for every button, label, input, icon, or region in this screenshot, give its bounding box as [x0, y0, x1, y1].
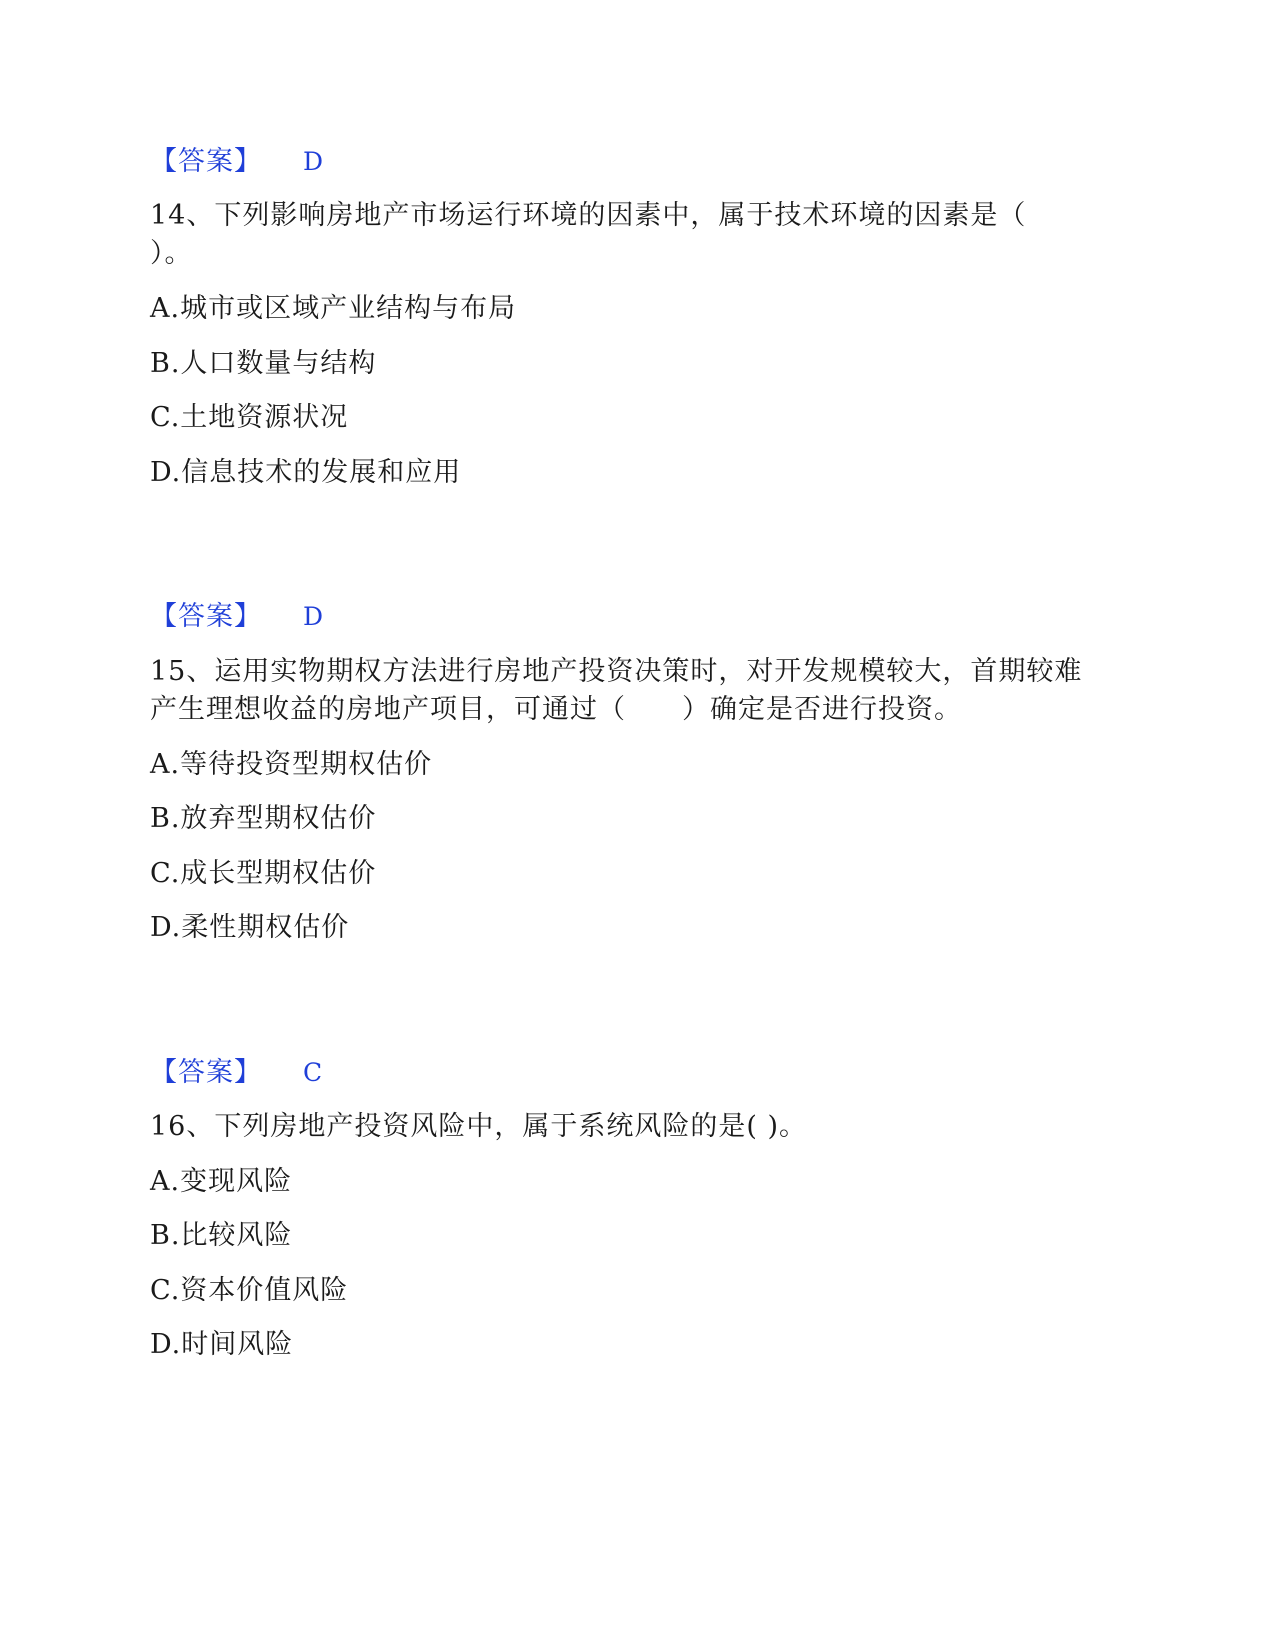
question-text: 产生理想收益的房地产项目，可通过（ ）确定是否进行投资。	[150, 694, 962, 725]
option-b: B.比较风险	[150, 1220, 293, 1251]
answer-label: 【答案】	[150, 1057, 262, 1088]
option-c: C.资本价值风险	[150, 1275, 349, 1306]
question-text: 15、运用实物期权方法进行房地产投资决策时，对开发规模较大，首期较难	[150, 656, 1083, 687]
question-text: ）。	[150, 238, 193, 269]
answer-row	[150, 601, 450, 633]
question-text: 14、下列影响房地产市场运行环境的因素中，属于技术环境的因素是（	[150, 200, 1027, 231]
answer-value: D	[303, 147, 325, 176]
answer-row	[150, 1057, 450, 1089]
answer-label: 【答案】	[150, 146, 262, 177]
option-d: D.信息技术的发展和应用	[150, 457, 462, 488]
option-c: C.成长型期权估价	[150, 858, 377, 889]
option-b: B.放弃型期权估价	[150, 803, 377, 834]
option-d: D.时间风险	[150, 1329, 294, 1360]
answer-value: C	[303, 1058, 324, 1087]
option-a: A.变现风险	[150, 1166, 293, 1197]
option-c: C.土地资源状况	[150, 402, 349, 433]
option-b: B.人口数量与结构	[150, 348, 377, 379]
option-d: D.柔性期权估价	[150, 912, 350, 943]
answer-row	[150, 146, 450, 178]
option-a: A.城市或区域产业结构与布局	[150, 293, 517, 324]
option-a: A.等待投资型期权估价	[150, 749, 433, 780]
answer-value: D	[303, 602, 325, 631]
question-text: 16、下列房地产投资风险中，属于系统风险的是( )。	[150, 1111, 808, 1142]
answer-label: 【答案】	[150, 601, 262, 632]
